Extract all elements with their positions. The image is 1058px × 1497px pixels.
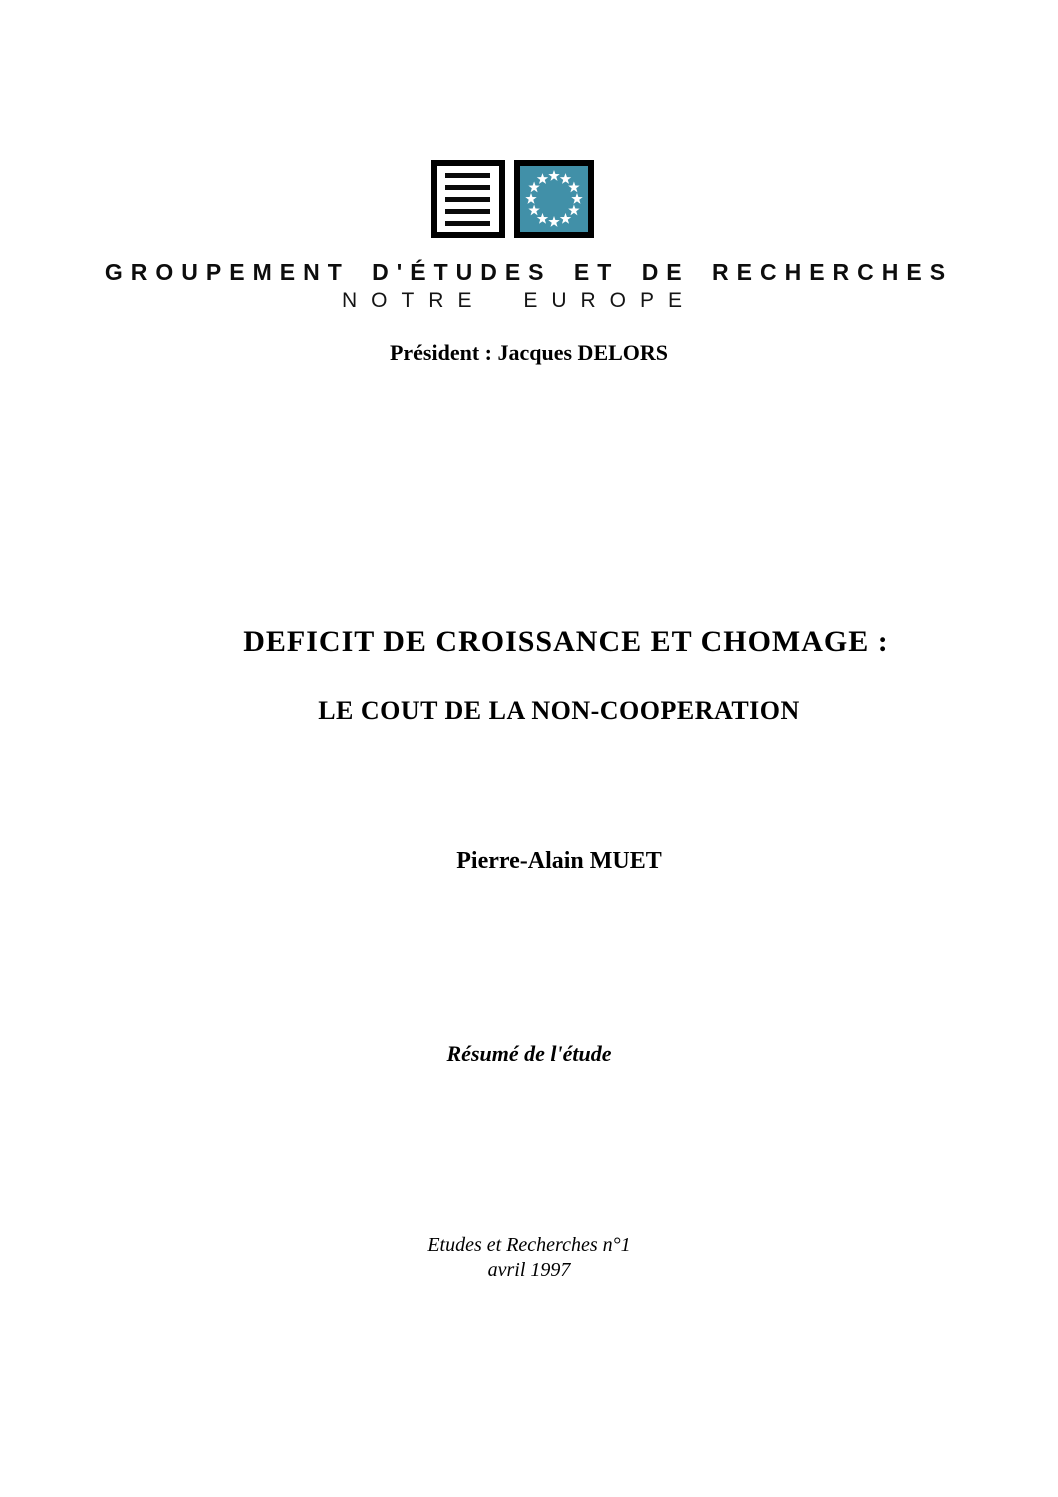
document-line: [445, 221, 490, 226]
document-title: DEFICIT DE CROISSANCE ET CHOMAGE :: [243, 625, 889, 658]
logo-group: [0, 160, 1041, 238]
series-number: Etudes et Recherches n°1: [427, 1234, 631, 1256]
document-line: [445, 173, 490, 178]
publication-info: [0, 1233, 1058, 1283]
document-subtitle: LE COUT DE LA NON-COOPERATION: [318, 696, 800, 725]
eu-stars-circle-icon: [514, 160, 594, 238]
document-line: [445, 209, 490, 214]
organization-subtitle: NOTRE EUROPE: [341, 289, 697, 312]
summary-label: Résumé de l'étude: [446, 1041, 612, 1066]
document-line: [445, 185, 490, 190]
publication-date: avril 1997: [487, 1259, 571, 1281]
president-line: Président : Jacques DELORS: [389, 340, 669, 365]
organization-name: GROUPEMENT D'ÉTUDES ET DE RECHERCHES: [104, 259, 954, 285]
author-name: Pierre-Alain MUET: [456, 848, 662, 874]
document-line: [445, 197, 490, 202]
document-lines-icon: [431, 160, 505, 238]
